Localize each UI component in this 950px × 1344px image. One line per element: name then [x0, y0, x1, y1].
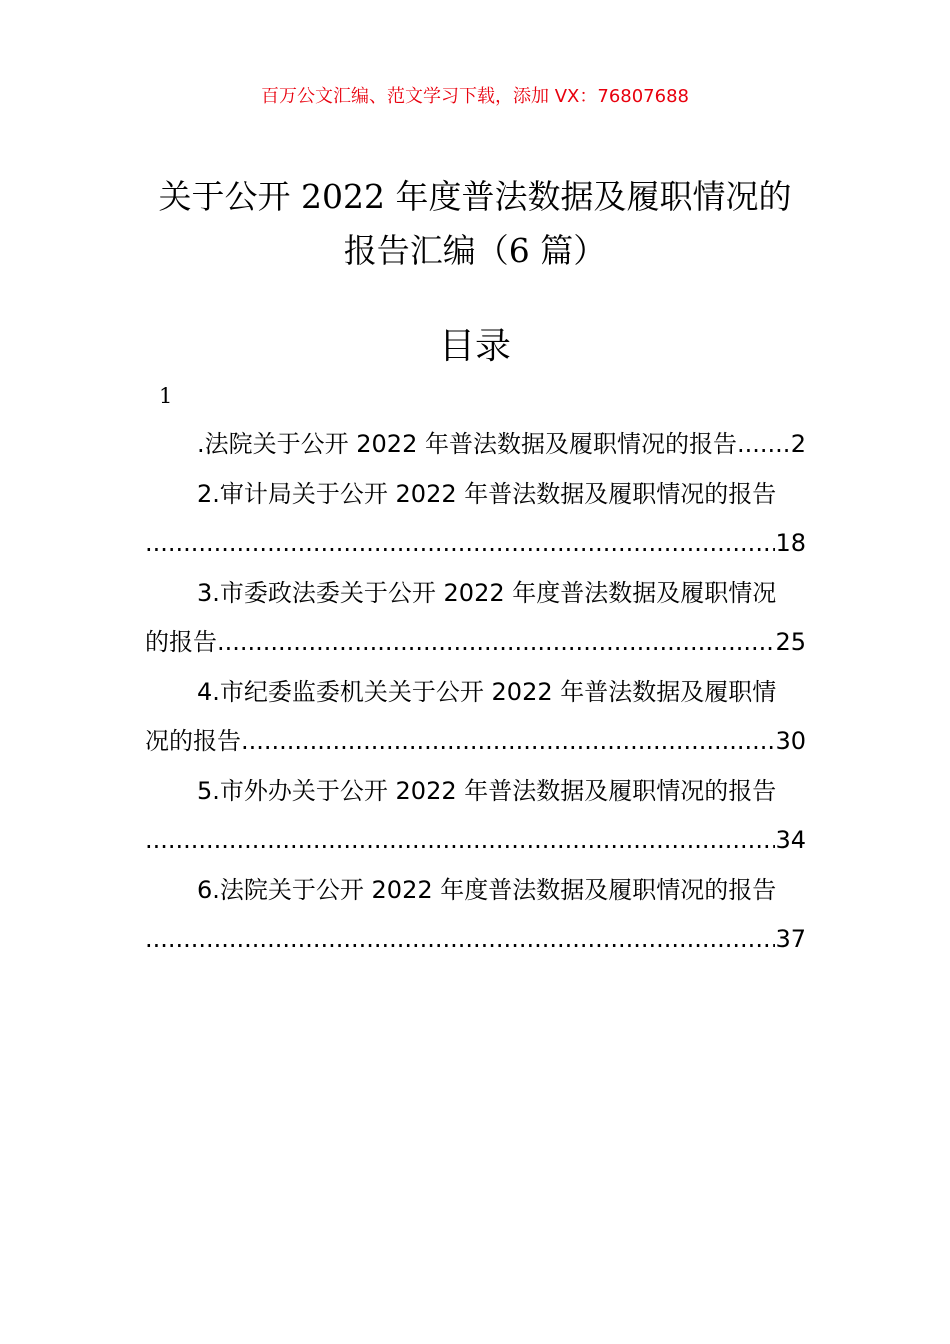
- toc-leader-dots: [145, 519, 775, 569]
- toc-entry-line: [145, 569, 806, 619]
- toc-entry-title: .法院关于公开 2022 年普法数据及履职情况的报告: [197, 430, 737, 458]
- toc-entry-title: 5.市外办关于公开 2022 年普法数据及履职情况的报告: [197, 776, 777, 805]
- toc-entry[interactable]: [145, 866, 806, 965]
- toc-entry-page: 37: [775, 925, 806, 953]
- toc-leader-dots: [145, 915, 775, 965]
- stray-page-number: 1: [159, 384, 173, 408]
- toc-entry-line: [145, 915, 806, 965]
- header-banner: 百万公文汇编、范文学习下载，添加 VX：76807688: [261, 86, 689, 107]
- document-title-line-2: 报告汇编（6 篇）: [343, 231, 607, 270]
- toc-leader-dots: [145, 816, 775, 866]
- toc-entry-line: [145, 717, 806, 767]
- toc-entry-title: 3.市委政法委关于公开 2022 年度普法数据及履职情况: [197, 578, 777, 607]
- toc-entry[interactable]: [145, 470, 806, 569]
- toc-entry-line: [145, 866, 806, 916]
- toc-entry-line: [145, 668, 806, 718]
- toc-entry[interactable]: [145, 569, 806, 668]
- toc-entry-page: 18: [775, 529, 806, 557]
- toc-leader-dots: [217, 618, 775, 668]
- toc-leader-dots: [241, 717, 775, 767]
- toc-entry-line: [145, 767, 806, 817]
- toc-heading: 目录: [438, 326, 511, 367]
- toc-entry-title: 6.法院关于公开 2022 年度普法数据及履职情况的报告: [197, 875, 777, 904]
- toc-entry[interactable]: [145, 420, 806, 470]
- document-title-line-1: 关于公开 2022 年度普法数据及履职情况的: [158, 177, 792, 216]
- toc-entry-line: [145, 470, 806, 520]
- toc-leader-dots: [737, 420, 791, 470]
- toc-entry-line: [145, 816, 806, 866]
- toc-entry-line: [145, 618, 806, 668]
- toc-entry-page: 34: [775, 826, 806, 854]
- toc-entry-page: 25: [775, 628, 806, 656]
- toc-entry-title-continued: 况的报告: [145, 727, 241, 755]
- toc-entry-title-continued: 的报告: [145, 628, 217, 656]
- toc-entry-page: 30: [775, 727, 806, 755]
- toc-entry-title: 4.市纪委监委机关关于公开 2022 年普法数据及履职情: [197, 677, 777, 706]
- table-of-contents: [145, 420, 806, 965]
- toc-entry-line: [145, 420, 806, 470]
- document-title: [100, 170, 850, 278]
- toc-entry-title: 2.审计局关于公开 2022 年普法数据及履职情况的报告: [197, 479, 777, 508]
- toc-entry[interactable]: [145, 767, 806, 866]
- toc-entry[interactable]: [145, 668, 806, 767]
- toc-entry-page: 2: [790, 430, 806, 458]
- toc-entry-line: [145, 519, 806, 569]
